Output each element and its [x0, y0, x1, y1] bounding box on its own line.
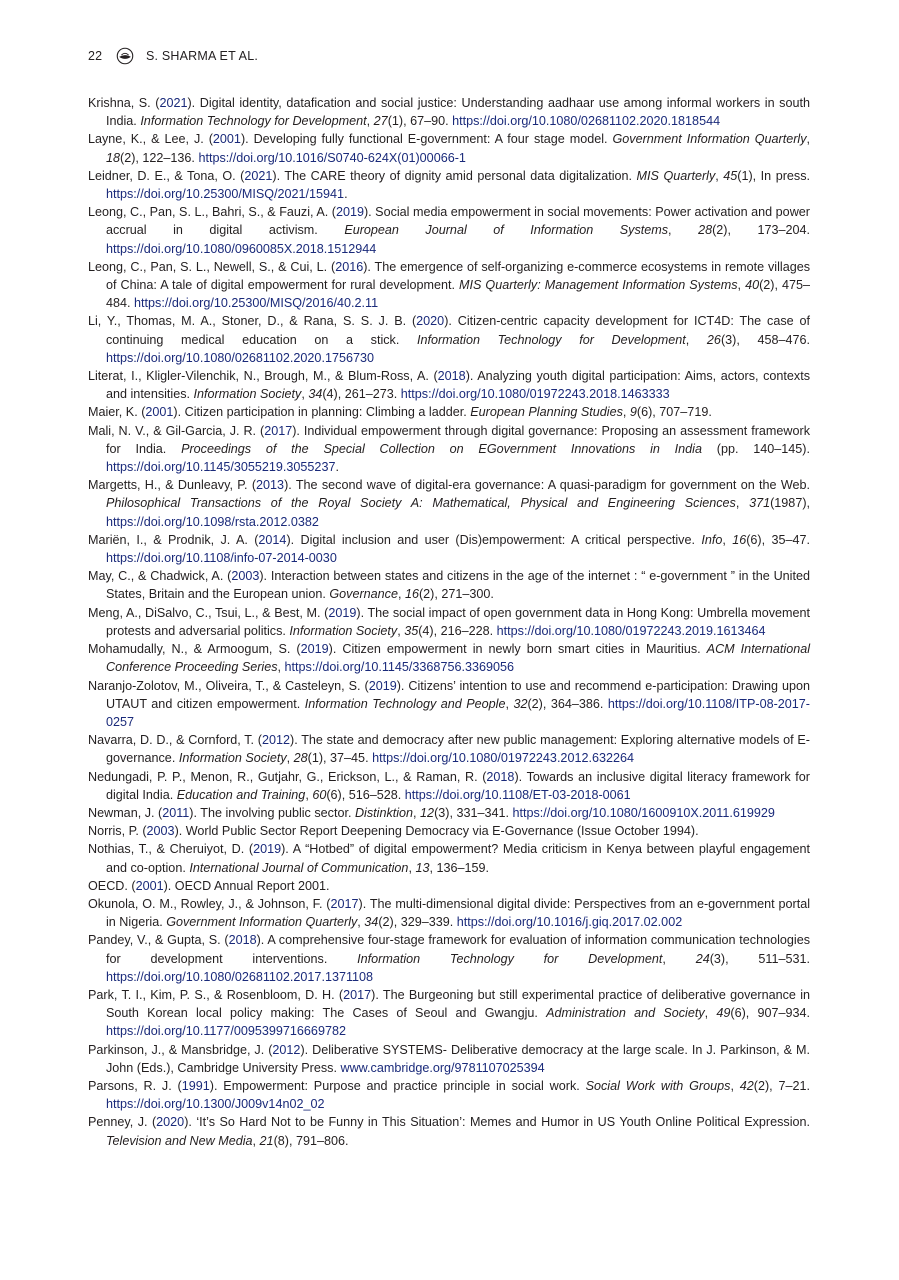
reference-pages: (2), 271–300.: [418, 587, 494, 602]
reference-year-link[interactable]: 2020: [156, 1115, 185, 1130]
reference-separator: ,: [505, 696, 514, 711]
reference-volume: 371: [749, 496, 771, 511]
reference-separator: ,: [737, 278, 746, 293]
reference-year-link[interactable]: 2019: [335, 205, 364, 220]
reference-entry: [88, 640, 810, 676]
reference-entry: [88, 1077, 810, 1113]
reference-volume: 40: [745, 278, 760, 293]
reference-title: ). Social media empowerment in social movements: Power activation and power accrual in digital activism.: [106, 205, 810, 238]
reference-title: ). The involving public sector.: [189, 805, 355, 820]
reference-pages: (3), 331–341.: [434, 805, 513, 820]
reference-entry: [88, 895, 810, 931]
reference-authors: Mali, N. V., & Gil-Garcia, J. R. (: [88, 423, 265, 438]
reference-year-link[interactable]: 2012: [272, 1042, 301, 1057]
reference-entry: [88, 167, 810, 203]
reference-doi-link[interactable]: https://doi.org/10.1108/ET-03-2018-0061: [404, 787, 631, 802]
reference-doi-link[interactable]: https://doi.org/10.1177/0095399716669782: [106, 1024, 346, 1039]
reference-title: ). World Public Sector Report Deepening Democracy via E-Governance (Issue October 1994).: [174, 824, 699, 839]
reference-authors: Pandey, V., & Gupta, S. (: [88, 933, 229, 948]
reference-year-link[interactable]: 2003: [146, 824, 175, 839]
reference-entry: [88, 877, 810, 895]
reference-authors: Parsons, R. J. (: [88, 1078, 182, 1093]
reference-pages: (6), 35–47.: [746, 532, 810, 547]
reference-tail: .: [344, 187, 348, 202]
reference-title: ). Towards an inclusive digital literacy framework for digital India.: [106, 769, 810, 802]
reference-venue: Philosophical Transactions of the Royal Society A: Mathematical, Physical and Engineering Sciences: [106, 496, 736, 511]
reference-pages: (2), 173–204.: [712, 223, 811, 238]
reference-year-link[interactable]: 2001: [135, 878, 164, 893]
reference-year-link[interactable]: 2019: [253, 842, 282, 857]
reference-volume: 34: [308, 387, 323, 402]
reference-venue: Proceedings of the Special Collection on EGovernment Innovations in India: [181, 441, 702, 456]
reference-year-link[interactable]: 2012: [261, 733, 291, 748]
reference-year-link[interactable]: 2013: [256, 478, 285, 493]
reference-authors: Leong, C., Pan, S. L., Newell, S., & Cui, L. (: [88, 259, 336, 274]
reference-title: ). OECD Annual Report 2001.: [163, 878, 330, 893]
reference-venue: International Journal of Communication: [189, 860, 409, 875]
reference-separator: ,: [366, 114, 374, 129]
reference-doi-link[interactable]: https://doi.org/10.1108/info-07-2014-0030: [106, 551, 337, 566]
reference-authors: Leong, C., Pan, S. L., Bahri, S., & Fauzi, A. (: [88, 205, 336, 220]
reference-authors: Literat, I., Kligler-Vilenchik, N., Brough, M., & Blum-Ross, A. (: [88, 369, 438, 384]
reference-entry: [88, 130, 810, 166]
reference-venue: Government Information Quarterly: [166, 915, 358, 930]
reference-separator: ,: [685, 332, 707, 347]
reference-doi-link[interactable]: https://doi.org/10.1080/02681102.2017.1371108: [106, 969, 374, 984]
reference-volume: 16: [404, 587, 419, 602]
reference-volume: 35: [404, 623, 419, 638]
reference-separator: ,: [397, 587, 405, 602]
reference-doi-link[interactable]: https://doi.org/10.1145/3368756.3369056: [284, 660, 514, 675]
reference-title: ). The emergence of self-organizing e-commerce ecosystems in remote villages of China: A tale of digital empowerment for rural development.: [106, 259, 811, 293]
reference-authors: Li, Y., Thomas, M. A., Stoner, D., & Rana, S. S. J. B. (: [88, 314, 417, 329]
reference-title: ). Empowerment: Purpose and practice principle in social work.: [209, 1078, 586, 1093]
reference-separator: ,: [704, 1006, 717, 1021]
reference-title: ). The CARE theory of dignity amid personal data digitalization.: [272, 168, 637, 183]
reference-title: ). The social impact of open government data in Hong Kong: Umbrella movement protests and adversarial politics.: [106, 605, 810, 638]
reference-venue: European Planning Studies: [470, 405, 623, 420]
reference-separator: ,: [622, 405, 630, 420]
reference-separator: ,: [668, 223, 699, 238]
reference-year-link[interactable]: 1991: [181, 1078, 210, 1093]
reference-pages: , 136–159.: [429, 860, 489, 875]
reference-separator: ,: [662, 951, 696, 966]
reference-separator: ,: [397, 623, 405, 638]
reference-separator: ,: [715, 168, 724, 183]
reference-pages: ,: [277, 660, 285, 675]
reference-doi-link[interactable]: https://doi.org/10.1300/J009v14n02_02: [106, 1097, 325, 1112]
reference-venue: Information Technology for Development: [416, 332, 686, 347]
reference-year-link[interactable]: 2018: [228, 933, 257, 948]
page-number: 22: [88, 49, 103, 63]
reference-entry: [88, 476, 810, 531]
reference-year-link[interactable]: 2003: [231, 569, 260, 584]
reference-venue: Distinktion: [354, 805, 414, 820]
reference-title: ). Digital identity, datafication and social justice: Understanding aadhaar use among informal workers in south India.: [106, 96, 810, 129]
reference-doi-link[interactable]: https://doi.org/10.1080/1600910X.2011.619929: [512, 805, 775, 820]
reference-entry: [88, 768, 810, 804]
reference-authors: Okunola, O. M., Rowley, J., & Johnson, F. (: [88, 896, 331, 911]
reference-entry: [88, 312, 810, 367]
reference-volume: 42: [739, 1078, 754, 1093]
reference-volume: 34: [364, 915, 379, 930]
reference-year-link[interactable]: 2016: [335, 259, 364, 274]
reference-pages: (2), 364–386.: [527, 696, 608, 711]
reference-entry: [88, 822, 810, 840]
reference-pages: (1), 37–45.: [307, 751, 373, 766]
reference-year-link[interactable]: 2014: [258, 532, 287, 547]
reference-entry: [88, 677, 810, 732]
reference-title: ). The multi-dimensional digital divide: Perspectives from an e-government portal in Nigeria.: [106, 896, 810, 930]
reference-doi-link[interactable]: https://doi.org/10.1016/S0740-624X(01)00066-1: [198, 150, 466, 165]
reference-venue: Television and New Media: [106, 1133, 253, 1148]
reference-title: ). ‘It’s So Hard Not to be Funny in This Situation’: Memes and Humor in US Youth Online Political Expression.: [184, 1115, 811, 1130]
reference-volume: 60: [312, 787, 327, 802]
reference-doi-link[interactable]: https://doi.org/10.1080/02681102.2020.1756730: [106, 350, 374, 365]
publisher-logo-icon: [116, 47, 134, 65]
reference-year-link[interactable]: 2018: [437, 369, 466, 384]
reference-entry: [88, 422, 810, 477]
reference-title: ). A “Hotbed” of digital empowerment? Media criticism in Kenya between playful engagement and co-option.: [106, 842, 810, 875]
reference-volume: 26: [706, 332, 721, 347]
reference-pages: (pp. 140–145).: [702, 441, 810, 456]
reference-title: ). The Burgeoning but still experimental practice of deliberative governance in South Korean local policy making: The Cases of Seoul and Gwangju.: [106, 987, 811, 1021]
reference-volume: 49: [716, 1006, 731, 1021]
reference-authors: Mohamudally, N., & Armoogum, S. (: [88, 642, 301, 657]
reference-title: ). Developing fully functional E-government: A four stage model.: [240, 132, 613, 147]
reference-doi-link[interactable]: https://doi.org/10.1108/ITP-08-2017-0257: [106, 696, 810, 729]
reference-entry: [88, 840, 810, 876]
reference-title: ). Individual empowerment through digital governance: Proposing an assessment framework for India.: [106, 423, 811, 456]
reference-authors: Meng, A., DiSalvo, C., Tsui, L., & Best, M. (: [88, 605, 329, 620]
reference-authors: Nothias, T., & Cheruiyot, D. (: [88, 842, 254, 857]
reference-entry: [88, 604, 810, 640]
reference-doi-link[interactable]: www.cambridge.org/9781107025394: [340, 1060, 545, 1075]
reference-year-link[interactable]: 2019: [368, 678, 397, 693]
reference-entry: [88, 403, 810, 421]
reference-doi-link[interactable]: https://doi.org/10.1145/3055219.3055237: [106, 460, 336, 475]
reference-volume: 13: [415, 860, 430, 875]
reference-year-link[interactable]: 2001: [212, 132, 241, 147]
reference-separator: ,: [286, 751, 294, 766]
reference-doi-link[interactable]: https://doi.org/10.1080/01972243.2019.1613464: [496, 623, 766, 638]
reference-year-link[interactable]: 2017: [264, 423, 293, 438]
reference-entry: [88, 986, 810, 1041]
reference-volume: 45: [723, 168, 738, 183]
reference-separator: ,: [806, 132, 811, 147]
reference-year-link[interactable]: 2017: [343, 987, 372, 1002]
reference-authors: Newman, J. (: [88, 805, 163, 820]
reference-venue: Social Work with Groups: [585, 1078, 731, 1093]
reference-authors: Margetts, H., & Dunleavy, P. (: [88, 478, 257, 493]
reference-authors: Penney, J. (: [88, 1115, 157, 1130]
reference-venue: Information Technology and People: [304, 696, 506, 711]
reference-title: ). Citizens’ intention to use and recommend e-participation: Drawing upon UTAUT and citizen empowerment.: [106, 678, 810, 711]
running-head: S. SHARMA ET AL.: [146, 49, 259, 63]
reference-separator: ,: [301, 387, 309, 402]
reference-separator: ,: [305, 787, 313, 802]
reference-entry: [88, 531, 810, 567]
reference-title: ). A comprehensive four-stage framework for evaluation of information communication technologies for development interventions.: [106, 933, 810, 966]
reference-pages: (1), 67–90.: [387, 114, 453, 129]
reference-separator: ,: [722, 532, 733, 547]
reference-pages: (2), 475–484.: [106, 278, 810, 311]
reference-pages: (4), 261–273.: [322, 387, 401, 402]
reference-entry: [88, 931, 810, 986]
reference-title: ). Citizen-centric capacity development for ICT4D: The case of continuing medical education on a stick.: [106, 314, 810, 347]
reference-doi-link[interactable]: https://doi.org/10.25300/MISQ/2016/40.2.11: [134, 296, 379, 311]
reference-separator: ,: [252, 1133, 260, 1148]
reference-pages: (3), 458–476.: [720, 332, 810, 347]
reference-pages: (2), 329–339.: [378, 915, 457, 930]
reference-pages: (1), In press.: [737, 168, 810, 183]
reference-year-link[interactable]: 2001: [145, 405, 174, 420]
reference-venue: MIS Quarterly: Management Information Systems: [459, 278, 738, 293]
reference-entry: [88, 804, 810, 822]
reference-volume: 28: [293, 751, 308, 766]
reference-pages: (2), 7–21.: [753, 1078, 811, 1093]
reference-volume: 16: [732, 532, 747, 547]
reference-pages: (8), 791–806.: [273, 1133, 349, 1148]
reference-title: ). Deliberative SYSTEMS- Deliberative democracy at the large scale. In J. Parkinson, & M. John (Eds.), Cambridge University Press.: [106, 1042, 811, 1075]
reference-entry: [88, 203, 810, 258]
reference-year-link[interactable]: 2021: [244, 168, 273, 183]
reference-pages: (6), 907–934.: [730, 1006, 811, 1021]
reference-entry: [88, 94, 810, 130]
reference-authors: Maier, K. (: [88, 405, 146, 420]
reference-venue: European Journal of Information Systems: [344, 223, 669, 238]
reference-authors: Nedungadi, P. P., Menon, R., Gutjahr, G., Erickson, L., & Raman, R. (: [88, 769, 487, 784]
reference-venue: Education and Training: [176, 787, 306, 802]
reference-year-link[interactable]: 2019: [328, 605, 357, 620]
reference-list: [88, 94, 810, 1150]
reference-title: ). The state and democracy after new public management: Exploring alternative models of E-governance.: [106, 733, 810, 766]
reference-separator: ,: [730, 1078, 740, 1093]
reference-venue: Administration and Society: [546, 1006, 705, 1021]
reference-doi-link[interactable]: https://doi.org/10.1080/01972243.2018.1463333: [400, 387, 670, 402]
reference-pages: (6), 516–528.: [326, 787, 405, 802]
reference-doi-link[interactable]: https://doi.org/10.1098/rsta.2012.0382: [106, 514, 319, 529]
reference-authors: Naranjo-Zolotov, M., Oliveira, T., & Casteleyn, S. (: [88, 678, 369, 693]
reference-venue: Info: [701, 532, 723, 547]
reference-authors: Navarra, D. D., & Cornford, T. (: [88, 733, 262, 748]
reference-year-link[interactable]: 2011: [162, 805, 190, 820]
reference-entry: [88, 731, 810, 767]
reference-volume: 32: [513, 696, 528, 711]
reference-venue: Information Society: [178, 751, 287, 766]
reference-title: ). Analyzing youth digital participation: Aims, actors, contexts and intensities.: [106, 369, 810, 402]
reference-authors: May, C., & Chadwick, A. (: [88, 569, 232, 584]
reference-separator: ,: [357, 915, 365, 930]
reference-title: ). Digital inclusion and user (Dis)empowerment: A critical perspective.: [286, 532, 702, 547]
reference-venue: Government Information Quarterly: [612, 132, 807, 147]
reference-title: ). Citizen participation in planning: Climbing a ladder.: [173, 405, 471, 420]
reference-entry: [88, 258, 810, 313]
reference-volume: 12: [420, 805, 435, 820]
reference-pages: (1987),: [770, 496, 811, 511]
reference-volume: 24: [695, 951, 710, 966]
reference-year-link[interactable]: 2020: [416, 314, 445, 329]
reference-doi-link[interactable]: https://doi.org/10.1080/02681102.2020.1818544: [452, 114, 721, 129]
reference-year-link[interactable]: 2017: [330, 896, 359, 911]
reference-authors: Mariën, I., & Prodnik, J. A. (: [88, 532, 259, 547]
reference-venue: Information Technology for Development: [357, 951, 663, 966]
reference-authors: Norris, P. (: [88, 824, 147, 839]
reference-doi-link[interactable]: https://doi.org/10.25300/MISQ/2021/15941: [106, 187, 345, 202]
reference-venue: Information Technology for Development: [140, 114, 367, 129]
reference-pages: (2), 122–136.: [120, 150, 199, 165]
page-header: [88, 46, 258, 66]
reference-volume: 18: [106, 150, 121, 165]
reference-pages: (6), 707–719.: [636, 405, 712, 420]
reference-authors: Parkinson, J., & Mansbridge, J. (: [88, 1042, 273, 1057]
reference-entry: [88, 367, 810, 403]
reference-authors: Leidner, D. E., & Tona, O. (: [88, 168, 245, 183]
reference-title: ). The second wave of digital-era governance: A quasi-paradigm for government on the Web.: [284, 478, 811, 493]
reference-year-link[interactable]: 2018: [486, 769, 515, 784]
reference-year-link[interactable]: 2021: [159, 96, 188, 110]
reference-tail: .: [335, 460, 339, 475]
reference-title: ). Interaction between states and citizens in the age of the internet : “ e-government ” in the United States, Britain and the European union.: [106, 569, 810, 602]
reference-authors: Krishna, S. (: [88, 96, 160, 110]
reference-authors: Layne, K., & Lee, J. (: [88, 132, 213, 147]
reference-entry: [88, 1041, 810, 1077]
reference-separator: ,: [413, 805, 421, 820]
reference-doi-link[interactable]: https://doi.org/10.1080/0960085X.2018.1512944: [106, 241, 377, 256]
reference-venue: Information Society: [289, 623, 398, 638]
reference-title: ). Citizen empowerment in newly born smart cities in Mauritius.: [328, 642, 707, 657]
reference-venue: Information Society: [193, 387, 302, 402]
reference-venue: MIS Quarterly: [636, 168, 716, 183]
reference-entry: [88, 567, 810, 603]
reference-authors: Park, T. I., Kim, P. S., & Rosenbloom, D. H. (: [88, 987, 344, 1002]
reference-doi-link[interactable]: https://doi.org/10.1016/j.giq.2017.02.002: [456, 915, 683, 930]
reference-volume: 9: [629, 405, 637, 420]
reference-separator: ,: [735, 496, 750, 511]
reference-volume: 21: [259, 1133, 274, 1148]
reference-authors: OECD. (: [88, 878, 136, 893]
reference-volume: 27: [373, 114, 388, 129]
reference-doi-link[interactable]: https://doi.org/10.1080/01972243.2012.632264: [372, 751, 634, 766]
reference-separator: ,: [408, 860, 416, 875]
reference-venue: ACM International Conference Proceeding Series: [106, 642, 811, 675]
reference-volume: 28: [698, 223, 713, 238]
reference-venue: Governance: [329, 587, 398, 602]
reference-year-link[interactable]: 2019: [300, 642, 329, 657]
reference-pages: (3), 511–531.: [709, 951, 811, 966]
reference-pages: (4), 216–228.: [418, 623, 497, 638]
reference-entry: [88, 1113, 810, 1149]
